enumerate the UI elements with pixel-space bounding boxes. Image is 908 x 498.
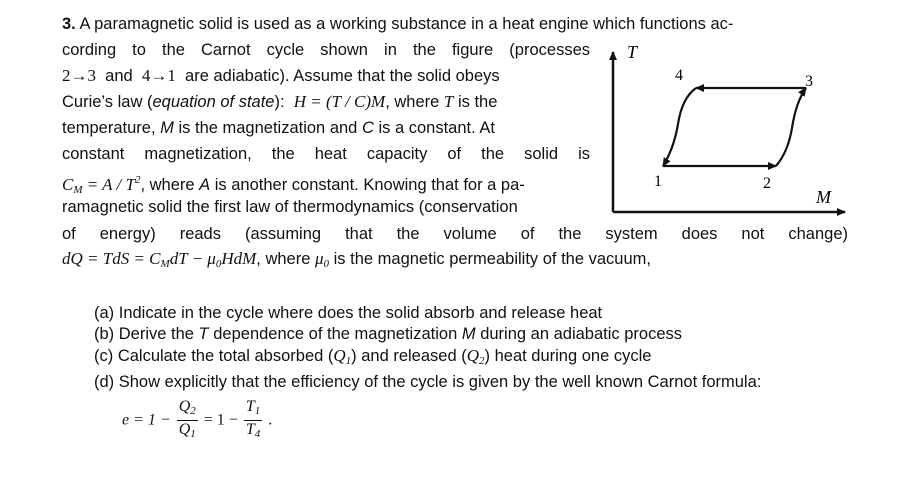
problem-line-6: constant magnetization, the heat capacity of the solid is	[62, 145, 590, 163]
fraction-t1-t4: $\frac{T_1}{T_4}$	[245, 398, 261, 440]
point-2-label: 2	[763, 175, 771, 192]
process-2-3: 2→3	[62, 66, 96, 85]
part-a: (a) Indicate in the cycle where does the solid absorb and release heat	[94, 304, 603, 322]
carnot-formula: e = 1 − $\frac{Q_2}{Q_1}$ = 1 − $\frac{T_1}{T_4}$ .	[122, 398, 272, 443]
process-2-3	[776, 88, 806, 166]
process-4-1: 4→1	[141, 66, 176, 85]
problem-text-1: 3. A paramagnetic solid is used as a working substance in a heat engine which functions ac-	[62, 15, 734, 33]
problem-line-2: cording to the Carnot cycle shown in the figure (processes	[62, 41, 590, 59]
part-b: (b) Derive the T dependence of the magnetization M during an adiabatic process	[94, 325, 682, 343]
x-axis-label: M	[816, 187, 831, 207]
problem-line-5: temperature, M is the magnetization and C is a constant. At	[62, 119, 495, 137]
heat-capacity: $C_M = A / T^2$	[62, 174, 141, 196]
problem-line-8: ramagnetic solid the first law of thermodynamics (conservation	[62, 198, 518, 216]
first-law: dQ = TdS = $C_MdT - \mu_0HdM$	[62, 249, 257, 270]
curie-law: H = (T / C)M	[293, 92, 386, 111]
process-4-1	[663, 88, 696, 166]
problem-line-4: Curie’s law (equation of state): H = (T / C)M, where T is the	[62, 92, 498, 111]
problem-number: 3.	[62, 15, 76, 33]
point-4-label: 4	[675, 67, 683, 84]
problem-line-10: dQ = TdS = $C_MdT - \mu_0HdM$, where $\mu_0$ is the magnetic permeability of the vacuum,	[62, 249, 651, 270]
problem-line-7: $C_M = A / T^2$, where A is another constant. Knowing that for a pa-	[62, 174, 525, 196]
problem-line-9: of energy) reads (assuming that the volume of the system does not change)	[62, 225, 848, 243]
part-c: (c) Calculate the total absorbed $(Q_1)$ and released $(Q_2)$ heat during one cycle	[94, 346, 652, 367]
fraction-q2-q1: $\frac{Q_2}{Q_1}$	[178, 398, 196, 440]
point-3-label: 3	[805, 73, 813, 90]
part-d: (d) Show explicitly that the efficiency of the cycle is given by the well known Carnot formula:	[94, 373, 762, 391]
point-1-label: 1	[654, 173, 662, 190]
carnot-cycle-diagram	[600, 40, 855, 225]
y-axis-label: T	[627, 42, 638, 62]
problem-line-3: 2→3 and 4→1 are adiabatic). Assume that the solid obeys	[62, 66, 500, 85]
problem-line-1	[62, 14, 848, 34]
